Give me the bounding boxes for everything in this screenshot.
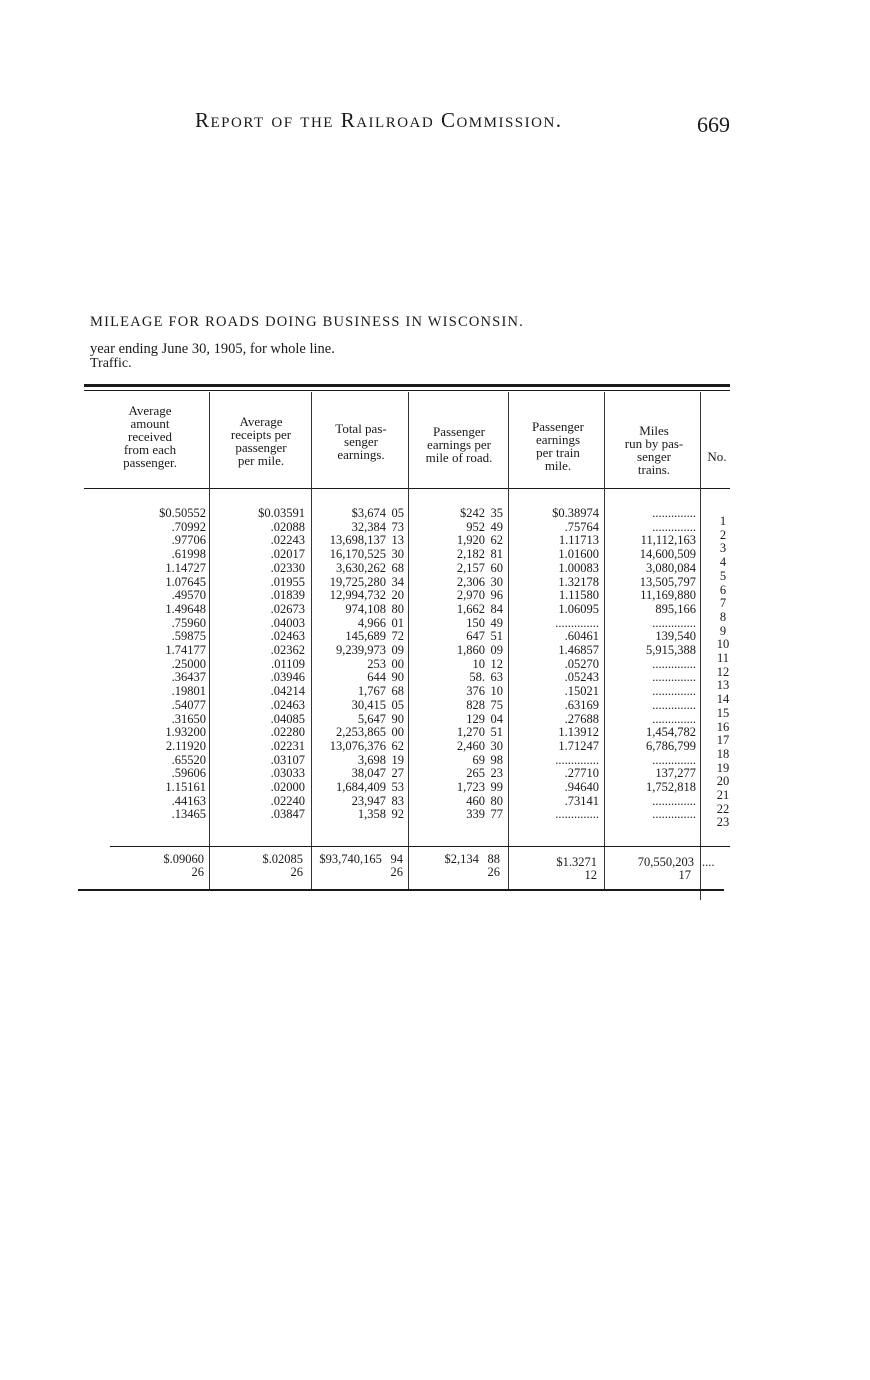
cell-per-mile-road-dollars: 129 (466, 711, 485, 726)
cell-per-mile-road-cents: 30 (490, 574, 503, 589)
cell-miles-run: .............. (652, 615, 696, 630)
cell-avg-receipts: .03847 (270, 807, 305, 822)
cell-earnings-per-mile-road (410, 781, 503, 795)
cell-total-earnings-dollars: 16,170,525 (329, 547, 386, 562)
cell-miles-run: .............. (652, 684, 696, 699)
cell-earnings-per-mile-road (410, 767, 503, 781)
cell-total-earnings-cents: 90 (391, 711, 404, 726)
cell-miles-run: 137,277 (655, 766, 696, 781)
cell-total-earnings (306, 534, 404, 548)
cell-earnings-per-mile-road (410, 521, 503, 535)
cell-miles-run: 5,915,388 (646, 643, 696, 657)
cell-per-mile-road-cents: 51 (490, 629, 503, 644)
total-per-mile-road (410, 852, 500, 866)
cell-per-mile-road-cents: 80 (490, 793, 503, 808)
cell-total-earnings-dollars: 23,947 (351, 793, 386, 808)
total-per-mile-road-cents: 88 (487, 852, 500, 866)
table-section-label: Traffic. (90, 356, 132, 371)
cell-avg-receipts: .02362 (270, 643, 305, 657)
total-avg-receipts: $.02085 (262, 852, 303, 866)
cell-miles-run: .............. (652, 670, 696, 685)
cell-per-mile-road-cents: 49 (490, 519, 503, 534)
cell-row-number: 3 (719, 541, 727, 556)
cell-per-mile-road-cents: 09 (490, 643, 503, 657)
cell-row-number: 16 (716, 719, 730, 734)
cell-row-number: 10 (716, 637, 730, 652)
cell-earnings-per-mile-road (410, 740, 503, 754)
cell-total-earnings-dollars: 12,994,732 (329, 588, 386, 603)
cell-row-number: 15 (716, 705, 730, 720)
cell-row-number: 14 (716, 692, 730, 707)
cell-row-number: 5 (719, 568, 727, 583)
cell-avg-amount: .25000 (171, 656, 206, 671)
cell-avg-amount: 1.14727 (165, 560, 206, 575)
total-earnings-dollars: $93,740,165 (319, 852, 382, 866)
cell-total-earnings-cents: 20 (391, 588, 404, 603)
cell-earnings-per-mile-road (410, 630, 503, 644)
cell-total-earnings-dollars: 38,047 (351, 766, 386, 781)
cell-earnings-per-mile-road (410, 699, 503, 713)
cell-earnings-per-train-mile: .27688 (564, 711, 599, 726)
cell-earnings-per-train-mile: .94640 (564, 780, 599, 794)
cell-per-mile-road-dollars: 69 (472, 752, 485, 767)
cell-total-earnings-dollars: 32,384 (351, 519, 386, 534)
cell-avg-amount: .44163 (171, 793, 206, 808)
cell-earnings-per-train-mile: .15021 (564, 684, 599, 699)
cell-earnings-per-mile-road (410, 589, 503, 603)
cell-per-mile-road-cents: 49 (490, 615, 503, 630)
cell-total-earnings-cents: 73 (391, 519, 404, 534)
cell-total-earnings-dollars: 1,684,409 (336, 780, 386, 794)
total-earnings-cents: 94 (390, 852, 403, 866)
total-no: .... (702, 855, 715, 869)
cell-avg-amount: $0.50552 (159, 506, 206, 520)
cell-miles-run: 11,169,880 (640, 588, 696, 603)
cell-miles-run: 11,112,163 (640, 533, 696, 548)
cell-per-mile-road-dollars: 265 (466, 766, 485, 781)
cell-row-number: 11 (716, 651, 730, 665)
cell-miles-run: .............. (652, 656, 696, 671)
cell-total-earnings-cents: 01 (391, 615, 404, 630)
cell-miles-run: 6,786,799 (646, 738, 696, 753)
cell-miles-run: .............. (652, 793, 696, 808)
cell-avg-receipts: .04003 (270, 615, 305, 630)
cell-earnings-per-train-mile: .05270 (564, 656, 599, 671)
page-header-title: Report of the Railroad Commission. (195, 108, 563, 132)
cell-row-number: 20 (716, 774, 730, 789)
column-divider (700, 392, 701, 900)
cell-avg-receipts: .02000 (270, 780, 305, 794)
cell-earnings-per-train-mile: .27710 (564, 766, 599, 781)
cell-total-earnings-dollars: 9,239,973 (336, 643, 386, 657)
cell-per-mile-road-dollars: 339 (466, 807, 485, 822)
cell-earnings-per-mile-road (410, 658, 503, 672)
cell-earnings-per-train-mile: 1.13912 (558, 725, 599, 740)
page-number: 669 (697, 112, 730, 137)
cell-miles-run: .............. (652, 807, 696, 822)
cell-avg-amount: 1.15161 (165, 780, 206, 794)
col-header-total-earnings: Total pas- senger earnings. (335, 421, 387, 462)
col-header-no: No. (707, 449, 727, 464)
cell-total-earnings-cents: 00 (391, 725, 404, 740)
cell-avg-receipts: .02243 (270, 533, 305, 548)
cell-per-mile-road-dollars: $242 (460, 506, 485, 520)
cell-row-number: 1 (719, 514, 727, 528)
cell-row-number: 23 (716, 815, 730, 830)
cell-per-mile-road-dollars: 150 (466, 615, 485, 630)
cell-total-earnings-cents: 00 (391, 656, 404, 671)
cell-total-earnings (306, 521, 404, 535)
cell-total-earnings-dollars: 145,689 (345, 629, 386, 644)
total-per-train-mile: $1.3271 (556, 855, 597, 869)
cell-total-earnings (306, 808, 404, 822)
cell-total-earnings-dollars: 1,358 (357, 807, 386, 822)
cell-miles-run: .............. (652, 519, 696, 534)
cell-per-mile-road-cents: 30 (490, 738, 503, 753)
cell-total-earnings-dollars: 3,698 (357, 752, 386, 767)
cell-row-number: 17 (716, 733, 730, 748)
cell-row-number: 18 (716, 746, 730, 761)
total-avg-amount: $.09060 (163, 852, 204, 866)
cell-per-mile-road-dollars: 2,306 (456, 574, 485, 589)
cell-total-earnings (306, 562, 404, 576)
cell-total-earnings (306, 630, 404, 644)
cell-total-earnings-cents: 72 (391, 629, 404, 644)
cell-row-number: 9 (719, 623, 727, 638)
totals-rule (110, 846, 730, 847)
cell-per-mile-road-cents: 35 (490, 506, 503, 520)
cell-total-earnings (306, 589, 404, 603)
cell-total-earnings-cents: 83 (391, 793, 404, 808)
cell-total-earnings (306, 713, 404, 727)
cell-per-mile-road-cents: 51 (490, 725, 503, 740)
cell-miles-run: .............. (652, 697, 696, 712)
cell-earnings-per-train-mile: .............. (555, 807, 599, 822)
cell-total-earnings-cents: 53 (391, 780, 404, 794)
cell-earnings-per-mile-road (410, 644, 503, 658)
cell-avg-amount: .97706 (171, 533, 206, 548)
cell-total-earnings (306, 699, 404, 713)
total-miles-run-sub: 17 (678, 868, 691, 882)
cell-row-number: 13 (716, 678, 730, 693)
total-per-train-mile-sub: 12 (584, 868, 597, 882)
cell-per-mile-road-dollars: 952 (466, 519, 485, 534)
cell-avg-amount: 1.93200 (165, 725, 206, 740)
cell-total-earnings-dollars: 19,725,280 (329, 574, 386, 589)
total-per-mile-road-dollars: $2,134 (444, 852, 479, 866)
cell-avg-receipts: .02231 (270, 738, 305, 753)
cell-total-earnings (306, 781, 404, 795)
col-header-avg-amount: Average amount received from each passenger. (123, 403, 177, 470)
cell-total-earnings (306, 617, 404, 631)
total-earnings (306, 852, 403, 866)
total-avg-amount-sub: 26 (191, 865, 204, 879)
cell-total-earnings-cents: 09 (391, 643, 404, 657)
cell-per-mile-road-cents: 77 (490, 807, 503, 822)
cell-earnings-per-mile-road (410, 685, 503, 699)
cell-avg-amount: 1.07645 (165, 574, 206, 589)
cell-avg-amount: 2.11920 (165, 738, 206, 753)
cell-total-earnings (306, 754, 404, 768)
total-per-mile-road-sub: 26 (487, 865, 500, 879)
cell-per-mile-road-dollars: 1,270 (456, 725, 485, 740)
cell-miles-run: 13,505,797 (639, 574, 696, 589)
cell-total-earnings-dollars: 644 (367, 670, 386, 685)
cell-total-earnings-dollars: $3,674 (351, 506, 386, 520)
cell-earnings-per-mile-road (410, 548, 503, 562)
cell-row-number: 22 (716, 801, 730, 816)
cell-per-mile-road-cents: 84 (490, 601, 503, 616)
header-bottom-rule (84, 488, 730, 489)
cell-earnings-per-mile-road (410, 507, 503, 521)
cell-per-mile-road-dollars: 1,723 (456, 780, 485, 794)
cell-avg-receipts: .03107 (270, 752, 305, 767)
col-header-avg-receipts: Average receipts per passenger per mile. (230, 414, 292, 468)
cell-total-earnings (306, 658, 404, 672)
cell-per-mile-road-cents: 60 (490, 560, 503, 575)
cell-avg-receipts: $0.03591 (258, 506, 305, 520)
cell-per-mile-road-dollars: 647 (466, 629, 485, 644)
cell-earnings-per-train-mile: .73141 (564, 793, 599, 808)
cell-per-mile-road-cents: 04 (490, 711, 503, 726)
cell-per-mile-road-dollars: 2,157 (456, 560, 485, 575)
cell-earnings-per-train-mile: .63169 (564, 697, 599, 712)
cell-avg-amount: .54077 (171, 697, 206, 712)
cell-row-number: 21 (716, 788, 730, 802)
cell-row-number: 2 (719, 527, 727, 542)
cell-per-mile-road-cents: 62 (490, 533, 503, 548)
cell-row-number: 8 (719, 609, 727, 624)
cell-total-earnings-cents: 05 (391, 697, 404, 712)
cell-earnings-per-mile-road (410, 576, 503, 590)
cell-avg-receipts: .02463 (270, 697, 305, 712)
cell-avg-amount: .61998 (171, 547, 206, 562)
table-top-rule (84, 384, 730, 387)
cell-total-earnings (306, 685, 404, 699)
cell-total-earnings-cents: 30 (391, 547, 404, 562)
cell-earnings-per-mile-road (410, 534, 503, 548)
cell-earnings-per-train-mile: .05243 (564, 670, 599, 685)
cell-earnings-per-mile-road (410, 603, 503, 617)
cell-per-mile-road-cents: 98 (490, 752, 503, 767)
cell-per-mile-road-dollars: 10 (472, 656, 485, 671)
cell-avg-amount: .13465 (171, 807, 206, 822)
cell-earnings-per-mile-road (410, 808, 503, 822)
cell-earnings-per-train-mile: 1.71247 (558, 738, 599, 753)
cell-earnings-per-train-mile: .60461 (564, 629, 599, 644)
cell-miles-run: 3,080,084 (646, 560, 696, 575)
cell-miles-run: 1,454,782 (646, 725, 696, 740)
cell-avg-receipts: .03946 (270, 670, 305, 685)
cell-total-earnings-cents: 68 (391, 560, 404, 575)
cell-avg-amount: .70992 (171, 519, 206, 534)
cell-row-number: 4 (719, 555, 727, 570)
cell-row-number: 7 (719, 596, 727, 611)
cell-total-earnings-dollars: 253 (367, 656, 386, 671)
cell-earnings-per-mile-road (410, 726, 503, 740)
cell-total-earnings (306, 548, 404, 562)
cell-total-earnings-dollars: 13,698,137 (329, 533, 386, 548)
cell-earnings-per-train-mile: $0.38974 (552, 506, 599, 520)
cell-per-mile-road-dollars: 2,182 (456, 547, 485, 562)
cell-total-earnings-cents: 68 (391, 684, 404, 699)
cell-avg-receipts: .02673 (270, 601, 305, 616)
table-bottom-rule (78, 889, 724, 891)
cell-earnings-per-mile-road (410, 617, 503, 631)
cell-avg-receipts: .01955 (270, 574, 305, 589)
cell-total-earnings (306, 795, 404, 809)
cell-miles-run: .............. (652, 752, 696, 767)
cell-avg-receipts: .02017 (270, 547, 305, 562)
cell-total-earnings-dollars: 13,076,376 (329, 738, 386, 753)
cell-per-mile-road-dollars: 1,860 (456, 643, 485, 657)
cell-total-earnings-dollars: 30,415 (351, 697, 386, 712)
cell-earnings-per-train-mile: 1.06095 (558, 601, 599, 616)
cell-row-number: 6 (719, 582, 727, 597)
cell-miles-run: 1,752,818 (646, 780, 696, 794)
cell-total-earnings-cents: 80 (391, 601, 404, 616)
cell-avg-amount: .49570 (171, 588, 206, 603)
col-header-earnings-per-train-mile: Passenger earnings per train mile. (532, 419, 584, 473)
cell-earnings-per-mile-road (410, 671, 503, 685)
cell-per-mile-road-dollars: 58. (469, 670, 485, 685)
cell-total-earnings (306, 603, 404, 617)
cell-miles-run: 895,166 (655, 601, 696, 616)
cell-total-earnings-cents: 13 (391, 533, 404, 548)
cell-avg-amount: .59875 (171, 629, 206, 644)
cell-total-earnings (306, 644, 404, 658)
cell-per-mile-road-dollars: 1,662 (456, 601, 485, 616)
cell-per-mile-road-dollars: 1,920 (456, 533, 485, 548)
cell-earnings-per-mile-road (410, 713, 503, 727)
cell-total-earnings (306, 740, 404, 754)
cell-avg-receipts: .01109 (271, 656, 305, 671)
cell-earnings-per-train-mile: .............. (555, 752, 599, 767)
cell-total-earnings-cents: 90 (391, 670, 404, 685)
cell-avg-amount: .31650 (171, 711, 206, 726)
cell-earnings-per-train-mile: 1.11580 (558, 588, 599, 603)
cell-avg-receipts: .04085 (270, 711, 305, 726)
table-subtitle: year ending June 30, 1905, for whole line. (90, 341, 335, 357)
cell-avg-receipts: .02088 (270, 519, 305, 534)
cell-avg-amount: 1.49648 (165, 601, 206, 616)
cell-row-number: 12 (716, 664, 730, 679)
column-divider (408, 392, 409, 890)
cell-per-mile-road-dollars: 2,460 (456, 738, 485, 753)
cell-per-mile-road-cents: 81 (490, 547, 503, 562)
cell-total-earnings (306, 767, 404, 781)
cell-total-earnings-cents: 92 (391, 807, 404, 822)
cell-total-earnings-dollars: 5,647 (357, 711, 386, 726)
cell-avg-amount: 1.74177 (165, 643, 206, 657)
cell-total-earnings-cents: 05 (391, 506, 404, 520)
cell-total-earnings-cents: 19 (391, 752, 404, 767)
cell-per-mile-road-cents: 10 (490, 684, 503, 699)
cell-per-mile-road-dollars: 460 (466, 793, 485, 808)
cell-per-mile-road-cents: 23 (490, 766, 503, 781)
cell-avg-amount: .19801 (171, 684, 206, 699)
cell-avg-receipts: .02463 (270, 629, 305, 644)
cell-earnings-per-train-mile: .75764 (564, 519, 599, 534)
cell-total-earnings-dollars: 974,108 (345, 601, 386, 616)
cell-earnings-per-train-mile: 1.11713 (558, 533, 599, 548)
cell-total-earnings (306, 726, 404, 740)
cell-per-mile-road-dollars: 828 (466, 697, 485, 712)
cell-miles-run: 14,600,509 (639, 547, 696, 562)
total-earnings-sub: 26 (390, 865, 403, 879)
cell-miles-run: .............. (652, 506, 696, 520)
col-header-earnings-per-mile-road: Passenger earnings per mile of road. (425, 424, 493, 465)
cell-avg-receipts: .03033 (270, 766, 305, 781)
table-top-rule-thin (84, 390, 730, 391)
cell-earnings-per-mile-road (410, 754, 503, 768)
total-avg-receipts-sub: 26 (290, 865, 303, 879)
table-title: MILEAGE FOR ROADS DOING BUSINESS IN WISCONSIN. (90, 314, 524, 330)
cell-avg-receipts: .02330 (270, 560, 305, 575)
cell-earnings-per-mile-road (410, 795, 503, 809)
cell-earnings-per-train-mile: 1.32178 (558, 574, 599, 589)
cell-earnings-per-train-mile: .............. (555, 615, 599, 630)
cell-total-earnings-dollars: 1,767 (357, 684, 386, 699)
cell-total-earnings (306, 507, 404, 521)
cell-total-earnings-cents: 27 (391, 766, 404, 781)
cell-per-mile-road-dollars: 2,970 (456, 588, 485, 603)
cell-avg-amount: .59606 (171, 766, 206, 781)
cell-per-mile-road-cents: 12 (490, 656, 503, 671)
cell-total-earnings-cents: 34 (391, 574, 404, 589)
cell-avg-receipts: .02240 (270, 793, 305, 808)
cell-avg-amount: .65520 (171, 752, 206, 767)
cell-per-mile-road-dollars: 376 (466, 684, 485, 699)
cell-per-mile-road-cents: 99 (490, 780, 503, 794)
cell-total-earnings-dollars: 4,966 (357, 615, 386, 630)
cell-miles-run: 139,540 (655, 629, 696, 644)
cell-total-earnings (306, 576, 404, 590)
cell-per-mile-road-cents: 96 (490, 588, 503, 603)
cell-earnings-per-train-mile: 1.46857 (558, 643, 599, 657)
cell-avg-amount: .36437 (171, 670, 206, 685)
col-header-miles-run: Miles run by pas- senger trains. (624, 423, 684, 477)
cell-avg-receipts: .01839 (270, 588, 305, 603)
cell-per-mile-road-cents: 75 (490, 697, 503, 712)
cell-earnings-per-mile-road (410, 562, 503, 576)
cell-avg-amount: .75960 (171, 615, 206, 630)
cell-earnings-per-train-mile: 1.00083 (558, 560, 599, 575)
cell-per-mile-road-cents: 63 (490, 670, 503, 685)
cell-avg-receipts: .02280 (270, 725, 305, 740)
total-miles-run: 70,550,203 (637, 855, 694, 869)
cell-total-earnings-cents: 62 (391, 738, 404, 753)
cell-earnings-per-train-mile: 1.01600 (558, 547, 599, 562)
cell-row-number: 19 (716, 760, 730, 775)
cell-miles-run: .............. (652, 711, 696, 726)
cell-avg-receipts: .04214 (270, 684, 305, 699)
cell-total-earnings-dollars: 3,630,262 (336, 560, 386, 575)
cell-total-earnings (306, 671, 404, 685)
cell-total-earnings-dollars: 2,253,865 (336, 725, 386, 740)
